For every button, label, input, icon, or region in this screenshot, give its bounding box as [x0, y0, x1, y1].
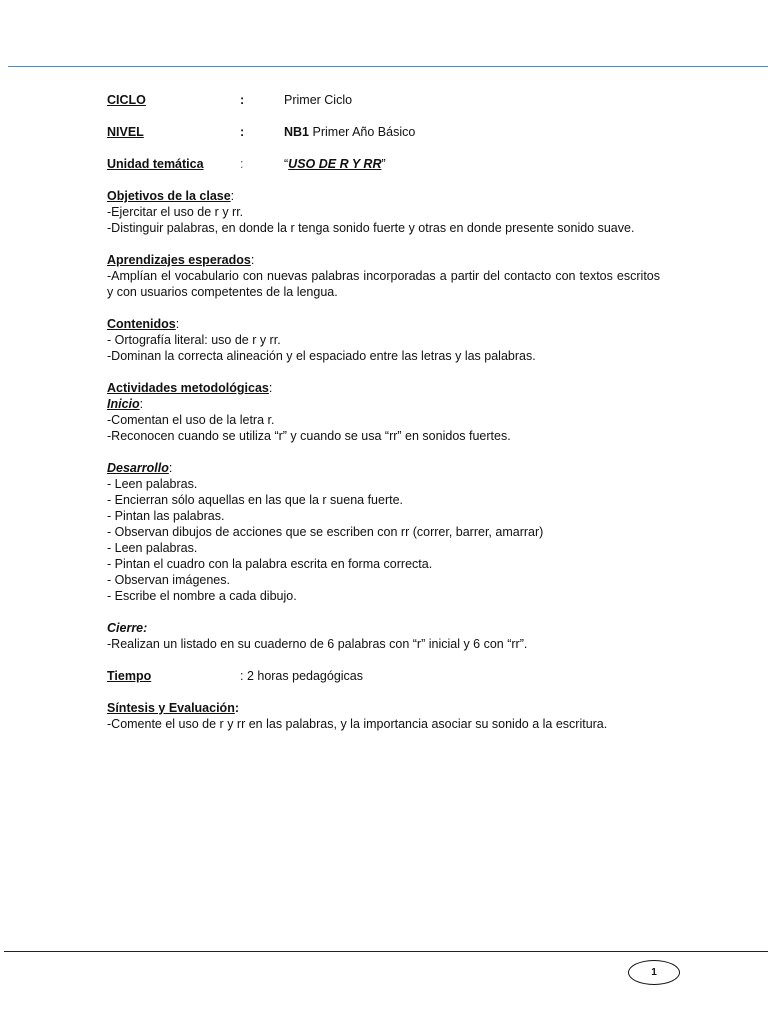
actividades-heading: Actividades metodológicas — [107, 381, 269, 395]
aprendizajes-section: Aprendizajes esperados: -Amplían el vocabulario con nuevas palabras incorporadas a partir del contacto con textos escritos y con usuarios competentes de la lengua. — [107, 253, 660, 299]
ciclo-label: CICLO — [107, 93, 146, 107]
sintesis-heading: Síntesis y Evaluación — [107, 701, 235, 715]
desarrollo-line: - Leen palabras. — [107, 541, 198, 555]
nivel-text: Primer Año Básico — [312, 125, 416, 139]
contenidos-heading: Contenidos — [107, 317, 176, 331]
aprendizajes-line: -Amplían el vocabulario con nuevas palabras incorporadas a partir del contacto con textos escritos y con usuarios competentes de la lengua. — [107, 269, 660, 299]
unidad-value: “USO DE R Y RR” — [284, 157, 386, 171]
actividades-section: Actividades metodológicas: Inicio: -Comentan el uso de la letra r. -Reconocen cuando se utiliza “r” y cuando se usa “rr” en sonidos fuertes. Desarrollo: - Leen palabras. - Encierran sólo aquellas en las que la r suena fuerte. - Pintan las palabras. - Observan dibujos de acciones que se escriben con rr (correr, barrer, amarrar) - Leen palabras. - Pintan el cuadro con la palabra escrita en forma correcta. - Observan imágenes. - Escribe el nombre a cada dibujo. Cierre: -Realizan un listado en su cuaderno de 6 palabras con “r” inicial y 6 con “rr”. — [107, 380, 660, 652]
tiempo-label: Tiempo — [107, 669, 152, 683]
ciclo-value: Primer Ciclo — [284, 93, 353, 107]
ciclo-colon: : — [240, 93, 245, 107]
aprendizajes-heading: Aprendizajes esperados — [107, 253, 251, 267]
desarrollo-line: - Escribe el nombre a cada dibujo. — [107, 589, 297, 603]
desarrollo-line: - Pintan las palabras. — [107, 509, 225, 523]
objetivos-section: Objetivos de la clase: -Ejercitar el uso de r y rr. -Distinguir palabras, en donde la r tenga sonido fuerte y otras en donde presente sonido suave. — [107, 188, 660, 236]
inicio-line: -Comentan el uso de la letra r. — [107, 413, 275, 427]
contenidos-section: Contenidos: - Ortografía literal: uso de r y rr. -Dominan la correcta alineación y el espaciado entre las letras y las palabras. — [107, 316, 660, 364]
sintesis-line: -Comente el uso de r y rr en las palabras, y la importancia asociar su sonido a la escritura. — [107, 717, 608, 731]
contenidos-line: -Dominan la correcta alineación y el espaciado entre las letras y las palabras. — [107, 349, 536, 363]
desarrollo-heading: Desarrollo — [107, 461, 169, 475]
header-rule — [8, 66, 768, 67]
cierre-heading: Cierre: — [107, 621, 148, 635]
desarrollo-line: - Leen palabras. — [107, 477, 198, 491]
sintesis-section: Síntesis y Evaluación: -Comente el uso de r y rr en las palabras, y la importancia asociar su sonido a la escritura. — [107, 700, 660, 732]
inicio-line: -Reconocen cuando se utiliza “r” y cuando se usa “rr” en sonidos fuertes. — [107, 429, 511, 443]
objetivos-heading: Objetivos de la clase — [107, 189, 231, 203]
unidad-row — [107, 156, 660, 172]
inicio-heading: Inicio — [107, 397, 140, 411]
desarrollo-line: - Pintan el cuadro con la palabra escrita en forma correcta. — [107, 557, 433, 571]
unidad-label: Unidad temática — [107, 157, 204, 171]
unidad-colon: : — [240, 157, 244, 171]
unidad-title: USO DE R Y RR — [288, 157, 382, 171]
nivel-colon: : — [240, 125, 245, 139]
page-number-badge: 1 — [628, 960, 680, 985]
lesson-plan — [107, 92, 660, 732]
tiempo-row — [107, 668, 660, 684]
footer-rule — [4, 951, 768, 952]
nivel-label: NIVEL — [107, 125, 144, 139]
objetivos-line: -Distinguir palabras, en donde la r tenga sonido fuerte y otras en donde presente sonido suave. — [107, 221, 635, 235]
desarrollo-line: - Observan imágenes. — [107, 573, 230, 587]
nivel-value — [284, 124, 415, 140]
nivel-row — [107, 124, 660, 140]
desarrollo-line: - Observan dibujos de acciones que se escriben con rr (correr, barrer, amarrar) — [107, 525, 544, 539]
cierre-line: -Realizan un listado en su cuaderno de 6 palabras con “r” inicial y 6 con “rr”. — [107, 637, 528, 651]
contenidos-line: - Ortografía literal: uso de r y rr. — [107, 333, 281, 347]
ciclo-row — [107, 92, 660, 108]
desarrollo-line: - Encierran sólo aquellas en las que la r suena fuerte. — [107, 493, 404, 507]
objetivos-line: -Ejercitar el uso de r y rr. — [107, 205, 244, 219]
tiempo-value: : 2 horas pedagógicas — [240, 669, 364, 683]
nivel-code: NB1 — [284, 125, 310, 139]
